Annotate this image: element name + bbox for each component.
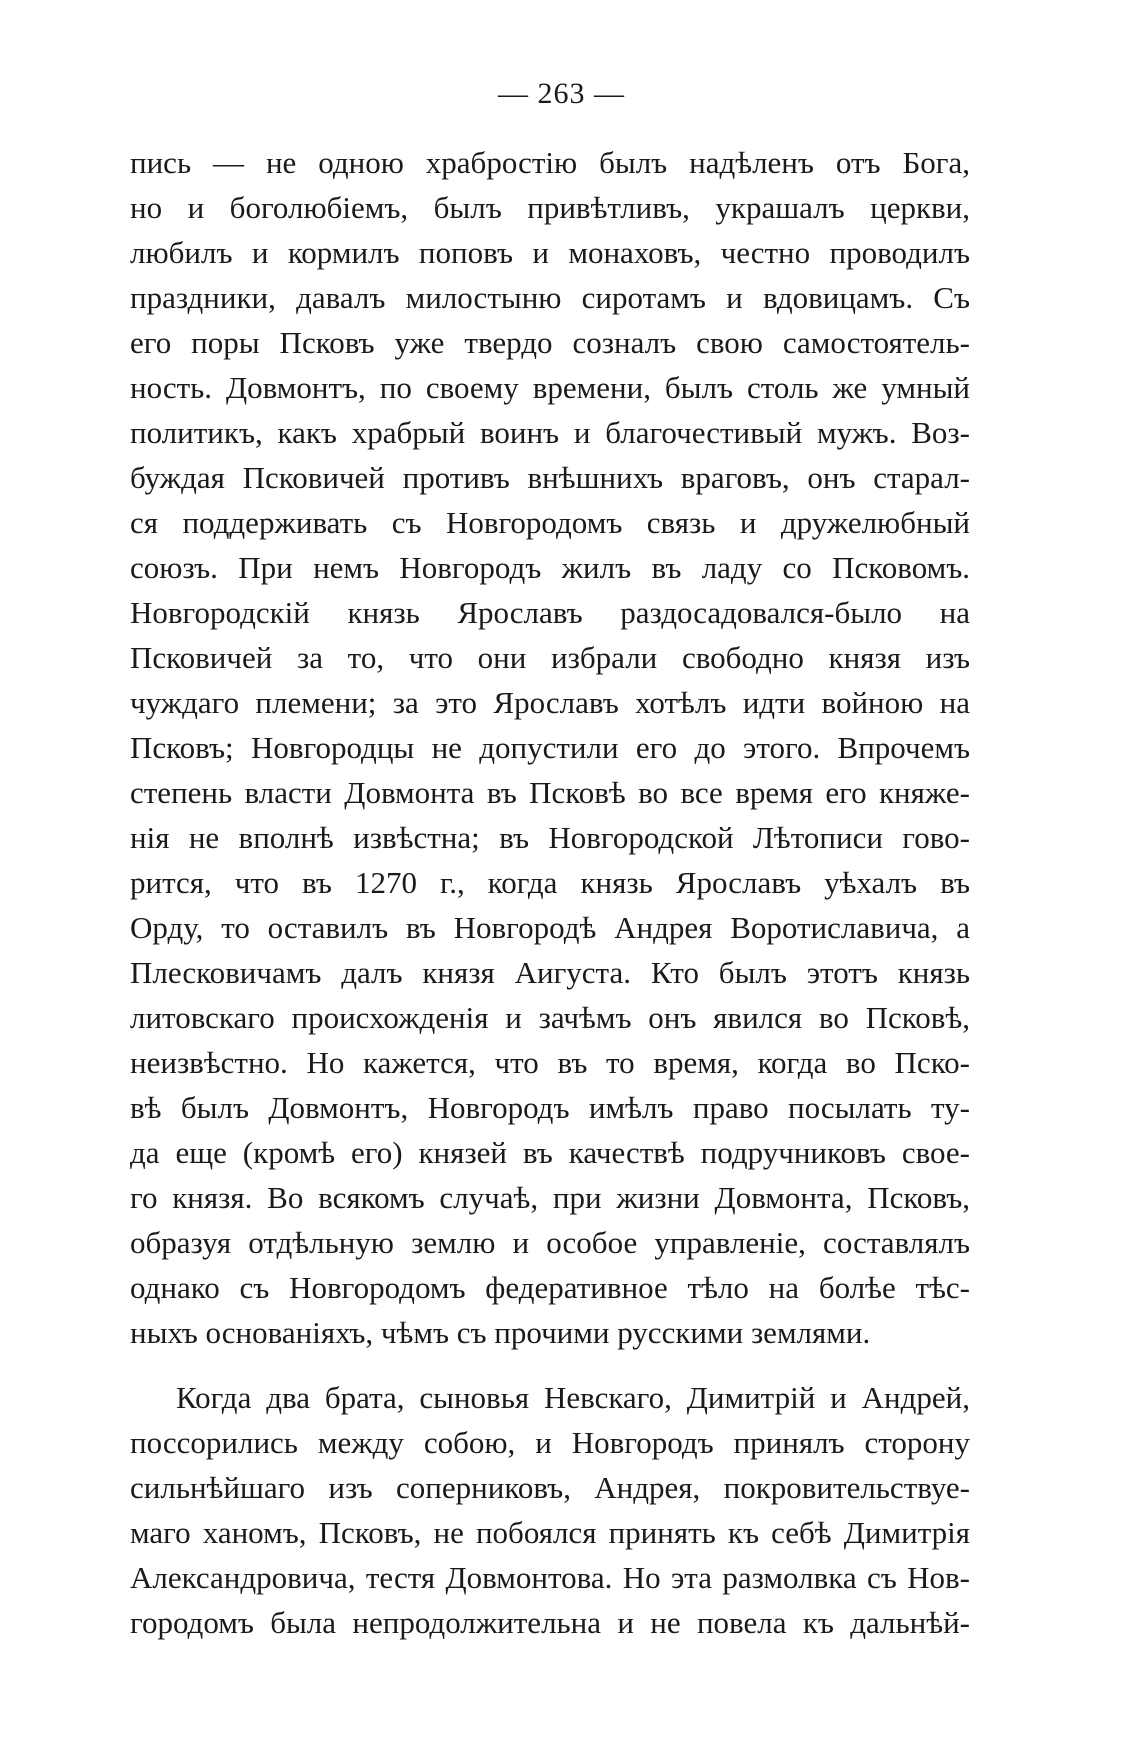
text-line: праздники, давалъ милостыню сиротамъ и вдовицамъ. Съ bbox=[130, 280, 970, 315]
paragraph-1 bbox=[130, 140, 970, 1355]
text-line: литовскаго происхожденія и зачѣмъ онъ явился во Псковѣ, bbox=[130, 1000, 970, 1035]
text-line: Когда два брата, сыновья Невскаго, Димитрій и Андрей, bbox=[176, 1380, 970, 1415]
text-line: маго ханомъ, Псковъ, не побоялся принять къ себѣ Димитрія bbox=[130, 1515, 970, 1550]
text-line: буждая Псковичей противъ внѣшнихъ враговъ, онъ старал- bbox=[130, 460, 970, 495]
text-line: Новгородскій князь Ярославъ раздосадовался-было на bbox=[130, 595, 970, 630]
text-line: Псковичей за то, что они избрали свободно князя изъ bbox=[130, 640, 970, 675]
text-line: Орду, то оставилъ въ Новгородѣ Андрея Воротиславича, а bbox=[130, 910, 970, 945]
text-line: Александровича, тестя Довмонтова. Но эта размолвка съ Нов- bbox=[130, 1560, 970, 1595]
text-line: рится, что въ 1270 г., когда князь Ярославъ уѣхалъ въ bbox=[130, 865, 970, 900]
text-line: Псковъ; Новгородцы не допустили его до этого. Впрочемъ bbox=[130, 730, 970, 765]
text-line: однако съ Новгородомъ федеративное тѣло на болѣе тѣс- bbox=[130, 1270, 970, 1305]
text-line: го князя. Во всякомъ случаѣ, при жизни Довмонта, Псковъ, bbox=[130, 1180, 970, 1215]
paragraph-2 bbox=[130, 1375, 970, 1645]
text-line: Плесковичамъ далъ князя Аигуста. Кто былъ этотъ князь bbox=[130, 955, 970, 990]
text-line: но и боголюбіемъ, былъ привѣтливъ, украшалъ церкви, bbox=[130, 190, 970, 225]
text-line: политикъ, какъ храбрый воинъ и благочестивый мужъ. Воз- bbox=[130, 415, 970, 450]
text-line: вѣ былъ Довмонтъ, Новгородъ имѣлъ право посылать ту- bbox=[130, 1090, 970, 1125]
text-line: городомъ была непродолжительна и не повела къ дальнѣй- bbox=[130, 1605, 970, 1640]
text-line: ность. Довмонтъ, по своему времени, былъ столь же умный bbox=[130, 370, 970, 405]
text-line: ся поддерживать съ Новгородомъ связь и дружелюбный bbox=[130, 505, 970, 540]
text-line: чуждаго племени; за это Ярославъ хотѣлъ идти войною на bbox=[130, 685, 970, 720]
text-line: поссорились между собою, и Новгородъ принялъ сторону bbox=[130, 1425, 970, 1460]
text-line: нія не вполнѣ извѣстна; въ Новгородской Лѣтописи гово- bbox=[130, 820, 970, 855]
body-text bbox=[130, 140, 970, 1645]
text-line: степень власти Довмонта въ Псковѣ во все время его княже- bbox=[130, 775, 970, 810]
text-line: союзъ. При немъ Новгородъ жилъ въ ладу со Псковомъ. bbox=[130, 550, 970, 585]
text-line: неизвѣстно. Но кажется, что въ то время, когда во Пско- bbox=[130, 1045, 970, 1080]
text-line: его поры Псковъ уже твердо созналъ свою самостоятель- bbox=[130, 325, 970, 360]
text-line: сильнѣйшаго изъ соперниковъ, Андрея, покровительствуе- bbox=[130, 1470, 970, 1505]
text-line: да еще (кромѣ его) князей въ качествѣ подручниковъ свое- bbox=[130, 1135, 970, 1170]
paragraph-spacer bbox=[130, 1355, 970, 1375]
text-line: ныхъ основаніяхъ, чѣмъ съ прочими русскими землями. bbox=[130, 1315, 871, 1350]
text-line: образуя отдѣльную землю и особое управленіе, составлялъ bbox=[130, 1225, 970, 1260]
text-line: любилъ и кормилъ поповъ и монаховъ, честно проводилъ bbox=[130, 235, 970, 270]
text-line: пись — не одною храбростію былъ надѣленъ отъ Бога, bbox=[130, 145, 970, 180]
page-number: — 263 — bbox=[498, 77, 625, 110]
